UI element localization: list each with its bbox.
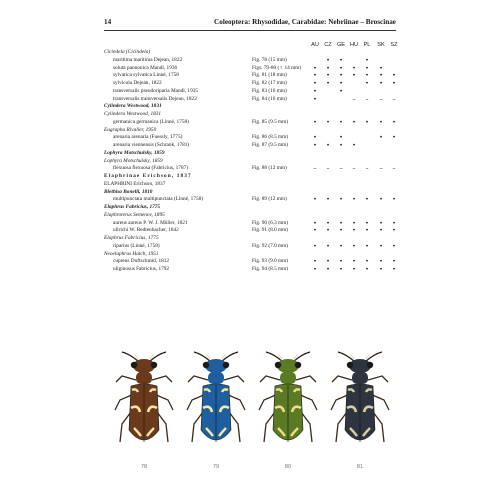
photo-caption: 79 — [212, 464, 220, 470]
distribution-marks — [309, 57, 401, 65]
distribution-mark: • — [365, 118, 369, 126]
distribution-mark: • — [392, 258, 396, 266]
taxon-name: arenaria arenaria (Fuessly, 1775) — [113, 134, 183, 141]
figure-reference: Fig. 92 (7.0 mm) — [252, 242, 289, 249]
figure-reference: Fig. 90 (6.3 mm) — [252, 219, 289, 226]
distribution-mark: • — [339, 134, 343, 142]
taxon-heading-row — [104, 150, 404, 158]
taxon-row — [104, 196, 404, 204]
distribution-mark: • — [313, 64, 317, 72]
taxon-name: Cylindera Westwood, 1831 — [104, 111, 162, 117]
figure-reference: Fig. 84 (16 mm) — [252, 95, 287, 102]
distribution-mark: • — [352, 258, 356, 266]
distribution-marks — [309, 65, 401, 73]
figure-reference: Fig. 89 (12 mm) — [252, 196, 287, 203]
country-header: PL — [363, 42, 371, 48]
distribution-mark: • — [339, 266, 343, 273]
distribution-mark: • — [313, 142, 317, 149]
taxon-name: Blethisa Bonelli, 1810 — [104, 188, 153, 195]
distribution-marks — [309, 173, 401, 181]
distribution-mark: – — [339, 165, 343, 173]
distribution-mark: • — [326, 80, 330, 87]
distribution-mark: • — [326, 266, 330, 273]
figure-reference: Fig. 94 (8.5 mm) — [252, 266, 289, 272]
taxon-name: soluta pannonica Mandl, 1936 — [113, 64, 178, 71]
figure-reference: Fig. 93 (9.0 mm) — [252, 258, 289, 265]
taxon-name: sylvicola Dejean, 1822 — [113, 80, 162, 86]
distribution-mark: • — [326, 56, 330, 64]
distribution-mark: • — [365, 219, 369, 227]
distribution-mark: – — [379, 95, 383, 103]
distribution-mark: • — [352, 64, 356, 72]
distribution-mark: • — [313, 134, 317, 142]
distribution-mark: • — [313, 87, 317, 95]
distribution-mark: • — [313, 219, 317, 227]
distribution-mark: • — [339, 80, 343, 87]
distribution-mark: • — [379, 72, 383, 80]
taxon-name: multipunctata multipunctata (Linné, 1758) — [113, 196, 204, 203]
distribution-mark: • — [352, 219, 356, 227]
distribution-marks — [309, 96, 401, 104]
distribution-mark: • — [365, 80, 369, 87]
distribution-mark: • — [365, 242, 369, 250]
distribution-mark: • — [339, 64, 343, 72]
distribution-mark: – — [326, 165, 330, 173]
distribution-marks — [309, 72, 401, 80]
distribution-mark: – — [392, 95, 396, 103]
taxon-row — [104, 243, 404, 251]
taxon-row — [104, 142, 404, 150]
distribution-mark: • — [392, 118, 396, 126]
country-header: HU — [349, 42, 359, 48]
taxon-name: Elaphrus Fabricius, 1775 — [104, 204, 161, 210]
figure-reference: Fig. 82 (17 mm) — [252, 80, 287, 86]
beetle-photo — [328, 350, 392, 470]
beetle-illustration — [328, 350, 392, 462]
page-number: 14 — [104, 18, 112, 26]
distribution-marks — [309, 127, 401, 135]
figure-reference: Fig. 86 (8.5 mm) — [252, 134, 289, 141]
distribution-mark: • — [313, 266, 317, 273]
distribution-mark: • — [392, 72, 396, 80]
taxon-heading-row — [104, 103, 404, 111]
taxon-heading-row — [104, 49, 404, 57]
distribution-mark: • — [339, 219, 343, 227]
distribution-mark: • — [326, 64, 330, 72]
distribution-mark: • — [326, 118, 330, 126]
distribution-mark: – — [365, 165, 369, 173]
figure-reference: Fig. 91 (8.0 mm) — [252, 227, 289, 234]
distribution-marks — [309, 227, 401, 235]
country-header: SK — [377, 42, 385, 48]
taxon-name: aureus aureus P. W. J. Müller, 1821 — [113, 219, 188, 226]
distribution-mark: • — [352, 266, 356, 273]
distribution-mark: • — [379, 258, 383, 266]
distribution-mark: • — [392, 196, 396, 204]
distribution-mark: • — [339, 258, 343, 266]
beetle-illustration — [112, 350, 176, 462]
photo-caption: 78 — [140, 464, 148, 470]
distribution-mark: • — [392, 266, 396, 273]
distribution-mark: • — [326, 196, 330, 204]
distribution-mark: • — [365, 258, 369, 266]
taxon-row — [104, 88, 404, 96]
taxon-heading-row — [104, 181, 404, 189]
country-header: AU — [311, 42, 319, 48]
distribution-mark: • — [313, 258, 317, 266]
distribution-mark: • — [352, 142, 356, 149]
distribution-mark: • — [326, 258, 330, 266]
taxon-row — [104, 227, 404, 235]
distribution-mark: • — [339, 242, 343, 250]
distribution-mark: • — [326, 72, 330, 80]
distribution-marks — [309, 204, 401, 212]
taxon-name: Elaphrus Fabricius, 1775 — [104, 235, 159, 241]
taxon-name: Elaphroterus Semenov, 1895 — [104, 211, 165, 218]
page-header — [104, 16, 396, 30]
distribution-marks — [309, 142, 401, 150]
taxon-name: maritima maritima Dejean, 1822 — [113, 56, 183, 63]
distribution-marks — [309, 80, 401, 88]
distribution-mark: • — [392, 227, 396, 235]
distribution-marks — [309, 181, 401, 189]
distribution-marks — [309, 111, 401, 119]
taxon-name: transversalis transversalis Dejean, 1822 — [113, 95, 197, 102]
taxon-name: Cicindela (Cicindela) — [104, 49, 151, 55]
taxon-heading-row — [104, 173, 404, 181]
distribution-mark: • — [326, 219, 330, 227]
figure-reference: Fig. 78 (15 mm) — [252, 56, 287, 63]
distribution-mark: • — [352, 227, 356, 235]
taxon-row — [104, 57, 404, 65]
running-title: Coleoptera: Rhysodidae, Carabidae: Nebriinae – Broscinae — [214, 18, 396, 26]
distribution-mark: • — [392, 134, 396, 142]
distribution-marks — [309, 235, 401, 243]
country-header: GE — [336, 42, 346, 48]
distribution-mark: • — [339, 118, 343, 126]
distribution-mark: • — [392, 242, 396, 250]
taxon-row — [104, 119, 404, 127]
taxon-row — [104, 266, 404, 274]
distribution-mark: • — [392, 219, 396, 227]
distribution-mark: • — [313, 72, 317, 80]
taxon-row — [104, 258, 404, 266]
country-header: CZ — [324, 42, 332, 48]
distribution-mark: • — [365, 56, 369, 64]
distribution-marks — [309, 243, 401, 251]
taxon-name: arenaria viennensis (Schrank, 1781) — [113, 142, 190, 148]
distribution-mark: • — [379, 196, 383, 204]
photo-caption: 80 — [284, 464, 292, 470]
taxon-name: transversalis pseudoriparia Mandl, 1935 — [113, 87, 199, 94]
distribution-mark: • — [313, 80, 317, 87]
taxon-name: Eugrapha Rivalier, 1950 — [104, 126, 157, 133]
distribution-marks — [309, 258, 401, 266]
distribution-mark: • — [352, 242, 356, 250]
taxon-row — [104, 80, 404, 88]
distribution-mark: • — [379, 80, 383, 87]
distribution-marks — [309, 158, 401, 166]
distribution-mark: – — [392, 165, 396, 173]
distribution-mark: • — [313, 227, 317, 235]
taxon-heading-row — [104, 235, 404, 243]
distribution-mark: • — [339, 196, 343, 204]
header-rule — [104, 30, 396, 31]
photo-caption: 81 — [356, 464, 364, 470]
taxon-name: Cylindera Westwood, 1831 — [104, 103, 162, 110]
distribution-mark: • — [365, 227, 369, 235]
distribution-mark: • — [339, 72, 343, 80]
figure-reference: Figs. 79-80 (♀ 14 mm) — [252, 64, 302, 71]
distribution-mark: • — [379, 266, 383, 273]
distribution-mark: • — [313, 196, 317, 204]
distribution-mark: • — [379, 219, 383, 227]
distribution-marks — [309, 196, 401, 204]
distribution-mark: • — [339, 87, 343, 95]
distribution-mark: • — [379, 134, 383, 142]
beetle-illustration — [184, 350, 248, 462]
species-checklist — [104, 49, 404, 274]
taxon-name: riparius (Linné, 1758) — [113, 242, 160, 249]
distribution-marks — [309, 165, 401, 173]
taxon-name: flexuosa flexuosa (Fabricius, 1787) — [113, 165, 189, 172]
distribution-mark: – — [365, 95, 369, 103]
distribution-mark: • — [379, 242, 383, 250]
taxon-name: ullrichi W. Redtenbacher, 1842 — [113, 227, 179, 234]
country-header: SZ — [390, 42, 398, 48]
beetle-photo — [256, 350, 320, 470]
distribution-mark: • — [365, 64, 369, 72]
figure-reference: Fig. 81 (18 mm) — [252, 72, 287, 79]
taxon-row — [104, 96, 404, 104]
distribution-mark: • — [392, 80, 396, 87]
taxon-row — [104, 134, 404, 142]
distribution-mark: • — [379, 118, 383, 126]
distribution-marks — [309, 150, 401, 158]
taxon-name: cupreus Duftschmid, 1812 — [113, 258, 170, 265]
taxon-row — [104, 165, 404, 173]
figure-reference: Fig. 85 (9.5 mm) — [252, 118, 289, 125]
taxon-heading-row — [104, 212, 404, 220]
beetle-illustration — [256, 350, 320, 462]
distribution-mark: – — [352, 165, 356, 173]
distribution-mark: • — [326, 227, 330, 235]
taxon-name: Lophyra Motschulsky, 1859 — [104, 157, 163, 164]
distribution-mark: • — [339, 56, 343, 64]
taxon-name: ELAPHRINI Erichson, 1837 — [104, 180, 166, 187]
distribution-mark: • — [365, 72, 369, 80]
beetle-photo — [112, 350, 176, 470]
distribution-marks — [309, 212, 401, 220]
distribution-mark: – — [313, 165, 317, 173]
distribution-mark: • — [379, 227, 383, 235]
taxon-name: sylvatica sylvatica Linné, 1758 — [113, 72, 179, 79]
taxon-heading-row — [104, 204, 404, 212]
distribution-mark: • — [352, 118, 356, 126]
taxon-name: germanica germanica (Linné, 1758) — [113, 118, 189, 125]
distribution-mark: • — [352, 196, 356, 204]
distribution-marks — [309, 88, 401, 96]
taxon-name: Elaphrinae Erichson, 1837 — [104, 173, 192, 179]
specimen-photo-plate — [104, 350, 404, 470]
distribution-marks — [309, 119, 401, 127]
distribution-mark: – — [352, 95, 356, 103]
distribution-marks — [309, 266, 401, 274]
distribution-marks — [309, 251, 401, 259]
distribution-marks — [309, 134, 401, 142]
figure-reference: Fig. 83 (16 mm) — [252, 87, 287, 94]
figure-reference: Fig. 88 (12 mm) — [252, 165, 287, 172]
distribution-mark: • — [365, 196, 369, 204]
taxon-name: uliginosus Fabricius, 1792 — [113, 266, 170, 272]
beetle-photo — [184, 350, 248, 470]
taxon-row — [104, 72, 404, 80]
distribution-mark: • — [326, 142, 330, 149]
taxon-name: Lophyra Motschulsky, 1859 — [104, 149, 165, 156]
distribution-mark: • — [313, 118, 317, 126]
distribution-mark: • — [379, 64, 383, 72]
distribution-mark: • — [339, 142, 343, 149]
distribution-mark: – — [379, 165, 383, 173]
distribution-marks — [309, 49, 401, 57]
taxon-heading-row — [104, 111, 404, 119]
figure-reference: Fig. 87 (9.5 mm) — [252, 142, 289, 148]
distribution-mark: • — [352, 72, 356, 80]
distribution-mark: • — [313, 95, 317, 103]
distribution-marks — [309, 189, 401, 197]
distribution-mark: • — [365, 266, 369, 273]
distribution-marks — [309, 103, 401, 111]
taxon-name: Neoelaphrus Hatch, 1951 — [104, 250, 159, 257]
distribution-mark: • — [313, 242, 317, 250]
distribution-mark: • — [326, 242, 330, 250]
distribution-marks — [309, 220, 401, 228]
distribution-mark: • — [339, 227, 343, 235]
